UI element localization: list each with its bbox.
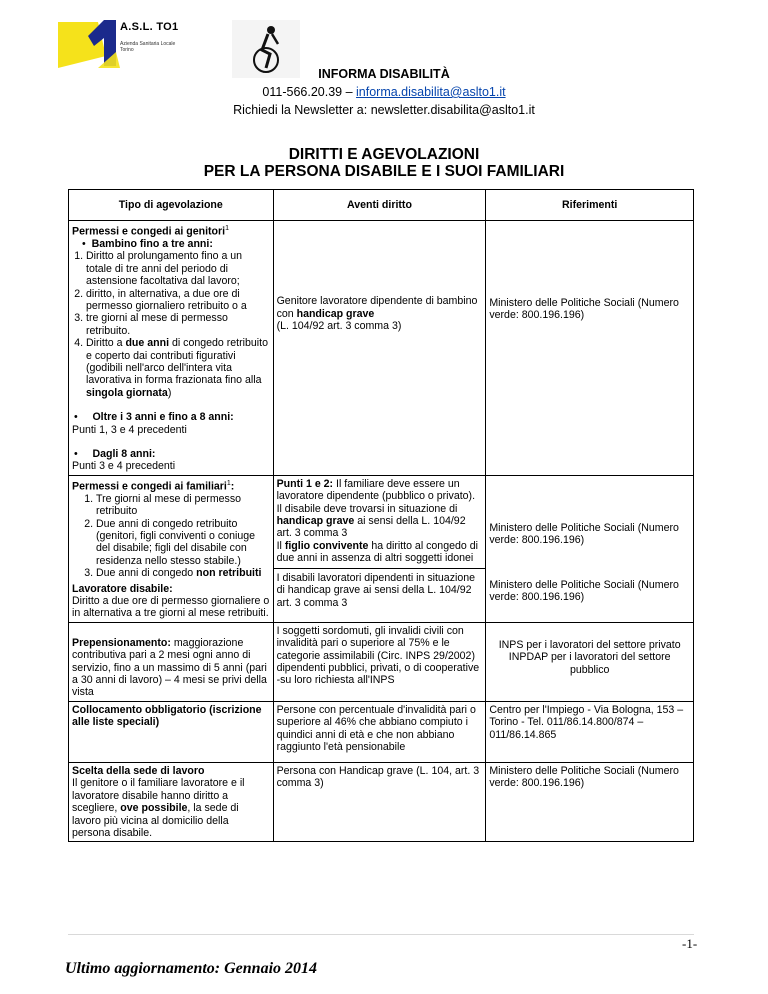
list-item: 2. diritto, in alternativa, a due ore di permesso giornaliero retribuito o a — [86, 288, 270, 313]
cell-tipo: Collocamento obbligatorio (iscrizione alle liste speciali) — [69, 701, 274, 762]
header-cell: Aventi diritto — [273, 190, 486, 221]
list-item: 4. Diritto a due anni di congedo retribuito e coperto dai contributi figurativi (godibili nell'arco dell'intera vita lavorativa in forma frazionata fino alla singola giornata) — [86, 337, 270, 399]
doc-title-1: DIRITTI E AGEVOLAZIONI — [288, 146, 480, 163]
footer-divider — [68, 934, 694, 935]
cell-tipo: Scelta della sede di lavoro Il genitore o il familiare lavoratore e il lavoratore disabile hanno diritto a scegliere, ove possibile, la sede di lavoro più vicina al domicilio della persona disabile. — [69, 762, 274, 841]
asl-logo-name: A.S.L. TO1 — [120, 21, 179, 33]
cell-tipo: Prepensionamento: maggiorazione contributiva pari a 2 mesi ogni anno di servizio, fino a un massimo di 5 anni (pari a 30 anni di lavoro) – 4 mesi se privi della vista — [69, 622, 274, 701]
last-updated: Ultimo aggiornamento: Gennaio 2014 — [65, 960, 318, 977]
cell-riferimenti: Ministero delle Politiche Sociali (Numero verde: 800.196.196) — [486, 221, 694, 476]
doc-title-2: PER LA PERSONA DISABILE E I SUOI FAMILIARI — [203, 163, 565, 180]
benefits-table — [68, 189, 694, 842]
list-item: 2. Due anni di congedo retribuito (genitori, figli conviventi o coniuge del disabile; figli del disabile con residenza nello stesso stabile.) — [96, 518, 270, 568]
list-item: 1. Tre giorni al mese di permesso retribuito — [96, 493, 270, 518]
cell-aventi: Punti 1 e 2: Il familiare deve essere un lavoratore dipendente (pubblico o privato). Il disabile deve trovarsi in situazione di handicap grave ai sensi della L. 104/92 art. 3 comma 3 Il figlio convivente ha diritto al congedo di due anni in assenza di altri soggetti idonei I disabili lavoratori dipendenti in situazione di handicap grave ai sensi della L. 104/92 art. 3 comma 3 — [273, 475, 486, 622]
list-item: 3. tre giorni al mese di permesso retribuito. — [86, 312, 270, 337]
phone-number: 011-566.20.39 – — [262, 85, 357, 99]
header-contact — [0, 85, 768, 99]
cell-tipo: Permessi e congedi ai genitori$^1$ • Bambino fino a tre anni: 1. Diritto al prolungamento fino a un totale di tre anni del periodo di astensione facoltativa dal lavoro; 2. diritto, in alternativa, a due ore di permesso giornaliero retribuito o a 3. tre giorni al mese di permesso retribuito. 4. Diritto a due anni di congedo retribuito e coperto dai contributi figurativi (godibili nell'arco dell'intera vita lavorativa in forma frazionata fino alla singola giornata) • Oltre i 3 anni e fino a 8 anni: Punti 1, 3 e 4 precedenti • Dagli 8 anni: Punti 3 e 4 precedenti — [69, 221, 274, 476]
table-row — [69, 475, 694, 622]
header-cell: Tipo di agevolazione — [69, 190, 274, 221]
header-cell: Riferimenti — [486, 190, 694, 221]
cell-riferimenti: Ministero delle Politiche Sociali (Numero verde: 800.196.196) Ministero delle Politiche Sociali (Numero verde: 800.196.196) — [486, 475, 694, 622]
cell-aventi: Genitore lavoratore dipendente di bambino con handicap grave (L. 104/92 art. 3 comma 3) — [273, 221, 486, 476]
cell-riferimenti: Ministero delle Politiche Sociali (Numero verde: 800.196.196) — [486, 762, 694, 841]
section-title: Lavoratore disabile: — [72, 582, 173, 595]
table-header-row — [69, 190, 694, 221]
newsletter-line: Richiedi la Newsletter a: newsletter.disabilita@aslto1.it — [233, 103, 535, 117]
table-row — [69, 221, 694, 476]
asl-logo-subtitle: Azienda Sanitaria Locale Torino — [120, 41, 176, 53]
cell-tipo: Permessi e congedi ai familiari$^1$: 1. Tre giorni al mese di permesso retribuito 2. Due anni di congedo retribuito (genitori, figli conviventi o coniuge del disabile; figli del disabile con residenza nello stesso stabile.) 3. Due anni di congedo non retribuiti Lavoratore disabile: Diritto a due ore di permesso giornaliere o in alternativa a tre giorni al mese retribuiti. — [69, 475, 274, 622]
cell-riferimenti: Centro per l'Impiego - Via Bologna, 153 – Torino - Tel. 011/86.14.800/874 – 011/86.14.865 — [486, 701, 694, 762]
table-row — [69, 701, 694, 762]
header-title: INFORMA DISABILITÀ — [318, 67, 450, 81]
list-item: 1. Diritto al prolungamento fino a un totale di tre anni del periodo di astensione facoltativa dal lavoro; — [86, 250, 270, 287]
cell-aventi: Persone con percentuale d'invalidità pari o superiore al 46% che abbiano compiuto i quindici anni di età e che non abbiano raggiunto l'età pensionabile — [273, 701, 486, 762]
page-number: -1- — [682, 936, 698, 951]
list-item: 3. Due anni di congedo non retribuiti — [96, 567, 270, 579]
email-link[interactable]: informa.disabilita@aslto1.it — [356, 85, 506, 99]
cell-aventi: Persona con Handicap grave (L. 104, art. 3 comma 3) — [273, 762, 486, 841]
cell-riferimenti: INPS per i lavoratori del settore privato INPDAP per i lavoratori del settore pubblico — [486, 622, 694, 701]
table-row — [69, 762, 694, 841]
table-row — [69, 622, 694, 701]
cell-aventi: I soggetti sordomuti, gli invalidi civili con invalidità pari o superiore al 75% e le categorie assimilabili (Circ. INPS 29/2002) dipendenti pubblici, privati, o di cooperative -su loro richiesta all'INPS — [273, 622, 486, 701]
